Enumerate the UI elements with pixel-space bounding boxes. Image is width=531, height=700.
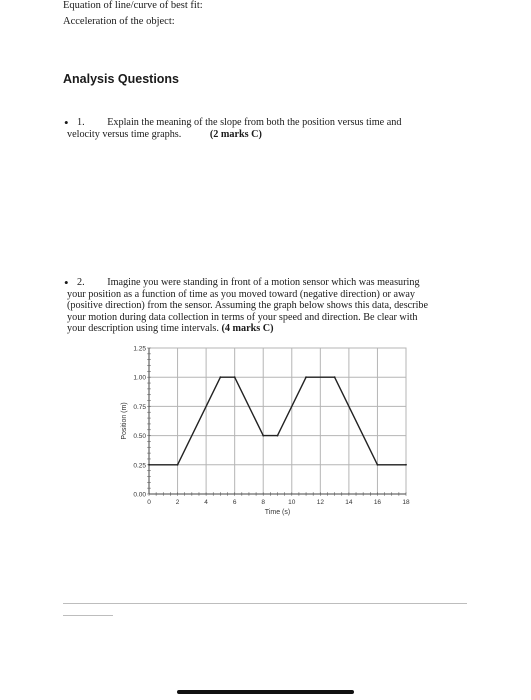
bullet-icon: • xyxy=(64,275,69,290)
acceleration-prompt: Acceleration of the object: xyxy=(63,16,175,27)
question-1-marks: (2 marks C) xyxy=(209,128,262,140)
x-tick-label: 10 xyxy=(288,499,296,506)
data-point xyxy=(377,464,379,466)
x-tick-label: 6 xyxy=(232,499,237,506)
x-tick-label: 16 xyxy=(373,499,382,506)
position-time-chart xyxy=(110,338,420,528)
data-point xyxy=(277,435,279,437)
question-2-number: 2. xyxy=(77,277,85,288)
data-point xyxy=(334,376,336,378)
question-2-line-4: your motion during data collection in terms of your speed and direction. Be clear with xyxy=(67,311,418,323)
y-tick-label: 1.00 xyxy=(133,374,146,382)
question-1-line-1: Explain the meaning of the slope from both the position versus time and xyxy=(107,117,402,128)
question-2 xyxy=(67,277,428,335)
y-tick-label: 1.25 xyxy=(133,345,146,353)
y-tick-label: 0.25 xyxy=(133,462,146,470)
data-point xyxy=(405,464,407,466)
x-tick-label: 0 xyxy=(147,499,151,506)
home-indicator xyxy=(177,690,354,694)
x-tick-label: 12 xyxy=(316,499,324,506)
data-point xyxy=(177,464,179,466)
answer-line xyxy=(63,603,467,604)
question-1-line-2: velocity versus time graphs. xyxy=(67,128,182,140)
x-axis-label: Time (s) xyxy=(264,509,291,516)
data-point xyxy=(305,376,307,378)
y-tick-label: 0.00 xyxy=(133,491,146,499)
question-1 xyxy=(67,117,401,140)
x-tick-label: 14 xyxy=(345,499,353,506)
plot-frame xyxy=(149,348,406,494)
y-axis-label: Position (m) xyxy=(121,402,128,440)
data-point xyxy=(148,464,150,466)
y-tick-label: 0.75 xyxy=(133,403,146,411)
x-tick-label: 18 xyxy=(402,499,410,506)
question-1-number: 1. xyxy=(77,117,85,128)
question-2-line-1: Imagine you were standing in front of a motion sensor which was measuring xyxy=(107,277,420,288)
question-2-line-3: (positive direction) from the sensor. Assuming the graph below shows this data, describe xyxy=(67,300,429,312)
y-tick-label: 0.50 xyxy=(133,433,146,441)
equation-prompt: Equation of line/curve of best fit: xyxy=(63,0,203,11)
x-tick-label: 8 xyxy=(261,499,266,506)
section-heading: Analysis Questions xyxy=(63,72,180,86)
data-point xyxy=(234,376,236,378)
x-tick-label: 4 xyxy=(204,499,208,506)
x-tick-label: 2 xyxy=(175,499,180,506)
question-2-line-2: your position as a function of time as you moved toward (negative direction) or away xyxy=(67,288,415,300)
question-2-line-5: your description using time intervals. xyxy=(67,323,219,335)
question-2-marks: (4 marks C) xyxy=(221,323,274,335)
data-point xyxy=(262,435,264,437)
answer-line-short xyxy=(63,615,113,616)
data-point xyxy=(219,376,221,378)
position-series-line xyxy=(149,377,406,465)
bullet-icon: • xyxy=(64,115,69,130)
